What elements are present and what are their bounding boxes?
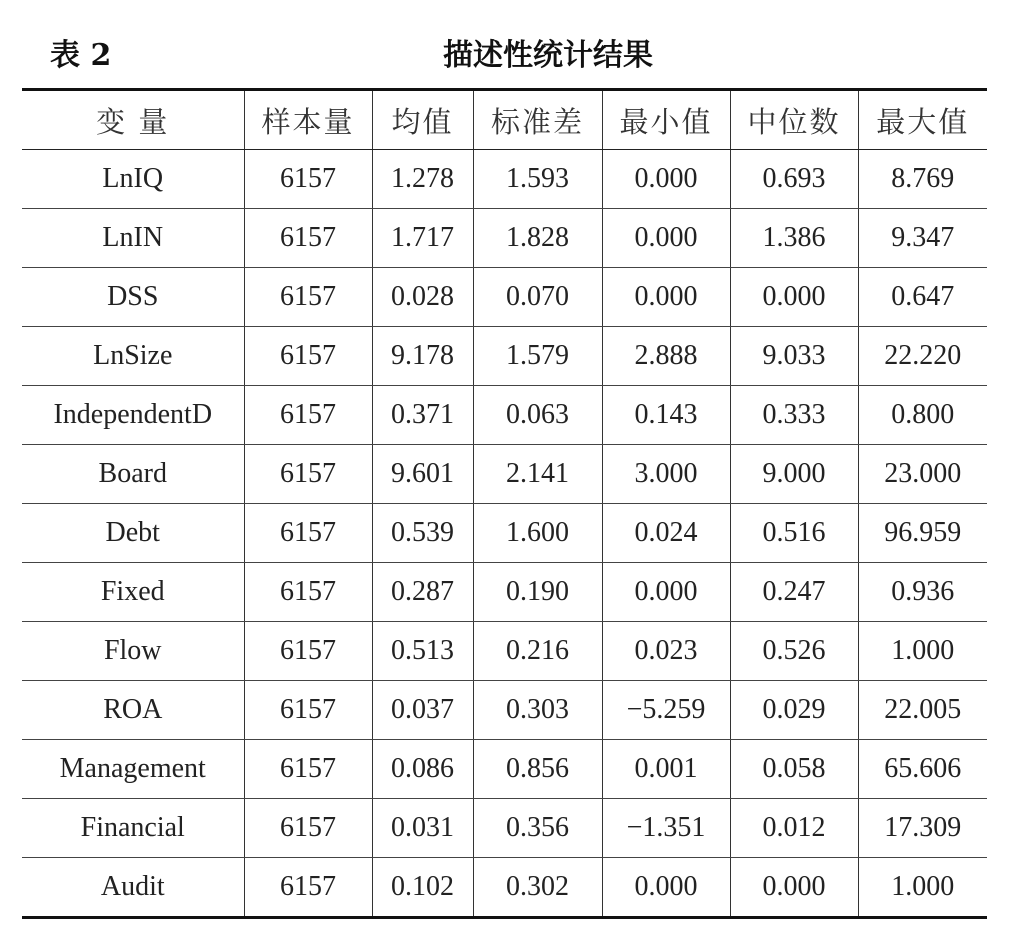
cell-variable: LnSize — [22, 327, 244, 386]
cell-sample-size: 6157 — [244, 740, 372, 799]
cell-sample-size: 6157 — [244, 445, 372, 504]
cell-mean: 0.102 — [372, 858, 473, 918]
cell-max: 1.000 — [858, 622, 987, 681]
cell-median: 0.000 — [730, 268, 858, 327]
cell-max: 1.000 — [858, 858, 987, 918]
cell-max: 22.005 — [858, 681, 987, 740]
cell-min: 0.000 — [602, 150, 730, 209]
cell-median: 0.526 — [730, 622, 858, 681]
cell-std-dev: 0.356 — [473, 799, 602, 858]
table-row — [22, 150, 987, 209]
cell-mean: 0.031 — [372, 799, 473, 858]
cell-variable: LnIQ — [22, 150, 244, 209]
cell-sample-size: 6157 — [244, 681, 372, 740]
cell-max: 23.000 — [858, 445, 987, 504]
cell-median: 0.058 — [730, 740, 858, 799]
table-row — [22, 504, 987, 563]
cell-mean: 9.178 — [372, 327, 473, 386]
cell-max: 65.606 — [858, 740, 987, 799]
descriptive-statistics-table — [22, 88, 987, 919]
cell-min: 0.000 — [602, 268, 730, 327]
cell-median: 1.386 — [730, 209, 858, 268]
cell-std-dev: 0.190 — [473, 563, 602, 622]
table-row — [22, 268, 987, 327]
cell-sample-size: 6157 — [244, 799, 372, 858]
cell-sample-size: 6157 — [244, 504, 372, 563]
cell-max: 0.800 — [858, 386, 987, 445]
cell-std-dev: 0.216 — [473, 622, 602, 681]
cell-median: 0.516 — [730, 504, 858, 563]
cell-max: 0.936 — [858, 563, 987, 622]
cell-mean: 0.028 — [372, 268, 473, 327]
cell-max: 0.647 — [858, 268, 987, 327]
cell-max: 22.220 — [858, 327, 987, 386]
cell-mean: 9.601 — [372, 445, 473, 504]
cell-median: 0.029 — [730, 681, 858, 740]
cell-min: 0.000 — [602, 563, 730, 622]
table-row — [22, 622, 987, 681]
cell-mean: 0.371 — [372, 386, 473, 445]
table-row — [22, 445, 987, 504]
cell-variable: Debt — [22, 504, 244, 563]
header-sample-size: 样本量 — [244, 90, 372, 150]
cell-sample-size: 6157 — [244, 386, 372, 445]
table-row — [22, 327, 987, 386]
cell-variable: Financial — [22, 799, 244, 858]
table-row — [22, 386, 987, 445]
cell-std-dev: 0.063 — [473, 386, 602, 445]
cell-std-dev: 1.579 — [473, 327, 602, 386]
cell-mean: 0.037 — [372, 681, 473, 740]
cell-median: 0.012 — [730, 799, 858, 858]
cell-variable: DSS — [22, 268, 244, 327]
cell-mean: 1.278 — [372, 150, 473, 209]
cell-mean: 0.086 — [372, 740, 473, 799]
table-row — [22, 799, 987, 858]
cell-sample-size: 6157 — [244, 327, 372, 386]
cell-std-dev: 0.856 — [473, 740, 602, 799]
table-row — [22, 681, 987, 740]
cell-sample-size: 6157 — [244, 268, 372, 327]
cell-min: 2.888 — [602, 327, 730, 386]
header-median: 中位数 — [730, 90, 858, 150]
cell-min: 0.023 — [602, 622, 730, 681]
cell-std-dev: 1.828 — [473, 209, 602, 268]
cell-variable: Flow — [22, 622, 244, 681]
cell-min: 0.001 — [602, 740, 730, 799]
header-std-dev: 标准差 — [473, 90, 602, 150]
header-variable: 变 量 — [22, 90, 244, 150]
cell-mean: 1.717 — [372, 209, 473, 268]
cell-mean: 0.287 — [372, 563, 473, 622]
table-number: 表 2 — [50, 38, 112, 73]
header-min: 最小值 — [602, 90, 730, 150]
cell-variable: IndependentD — [22, 386, 244, 445]
cell-max: 96.959 — [858, 504, 987, 563]
cell-variable: Management — [22, 740, 244, 799]
cell-std-dev: 0.302 — [473, 858, 602, 918]
cell-std-dev: 0.303 — [473, 681, 602, 740]
cell-median: 0.000 — [730, 858, 858, 918]
cell-median: 0.693 — [730, 150, 858, 209]
cell-std-dev: 1.600 — [473, 504, 602, 563]
cell-variable: LnIN — [22, 209, 244, 268]
cell-min: 0.024 — [602, 504, 730, 563]
cell-variable: ROA — [22, 681, 244, 740]
cell-median: 9.000 — [730, 445, 858, 504]
cell-variable: Audit — [22, 858, 244, 918]
cell-median: 0.333 — [730, 386, 858, 445]
table-body — [22, 150, 987, 918]
cell-median: 9.033 — [730, 327, 858, 386]
cell-min: 0.000 — [602, 858, 730, 918]
cell-sample-size: 6157 — [244, 209, 372, 268]
cell-mean: 0.539 — [372, 504, 473, 563]
cell-min: −1.351 — [602, 799, 730, 858]
table-row — [22, 209, 987, 268]
cell-min: 0.143 — [602, 386, 730, 445]
cell-min: −5.259 — [602, 681, 730, 740]
cell-median: 0.247 — [730, 563, 858, 622]
cell-sample-size: 6157 — [244, 858, 372, 918]
cell-max: 9.347 — [858, 209, 987, 268]
cell-mean: 0.513 — [372, 622, 473, 681]
cell-max: 17.309 — [858, 799, 987, 858]
cell-sample-size: 6157 — [244, 622, 372, 681]
cell-std-dev: 0.070 — [473, 268, 602, 327]
header-mean: 均值 — [372, 90, 473, 150]
header-max: 最大值 — [858, 90, 987, 150]
table-row — [22, 740, 987, 799]
cell-std-dev: 2.141 — [473, 445, 602, 504]
table-row — [22, 858, 987, 918]
table-title: 描述性统计结果 — [443, 38, 653, 73]
cell-min: 0.000 — [602, 209, 730, 268]
table-row — [22, 563, 987, 622]
cell-variable: Fixed — [22, 563, 244, 622]
cell-max: 8.769 — [858, 150, 987, 209]
cell-min: 3.000 — [602, 445, 730, 504]
cell-sample-size: 6157 — [244, 150, 372, 209]
cell-variable: Board — [22, 445, 244, 504]
cell-std-dev: 1.593 — [473, 150, 602, 209]
table-caption — [0, 28, 1033, 84]
cell-sample-size: 6157 — [244, 563, 372, 622]
table-header-row — [22, 90, 987, 150]
